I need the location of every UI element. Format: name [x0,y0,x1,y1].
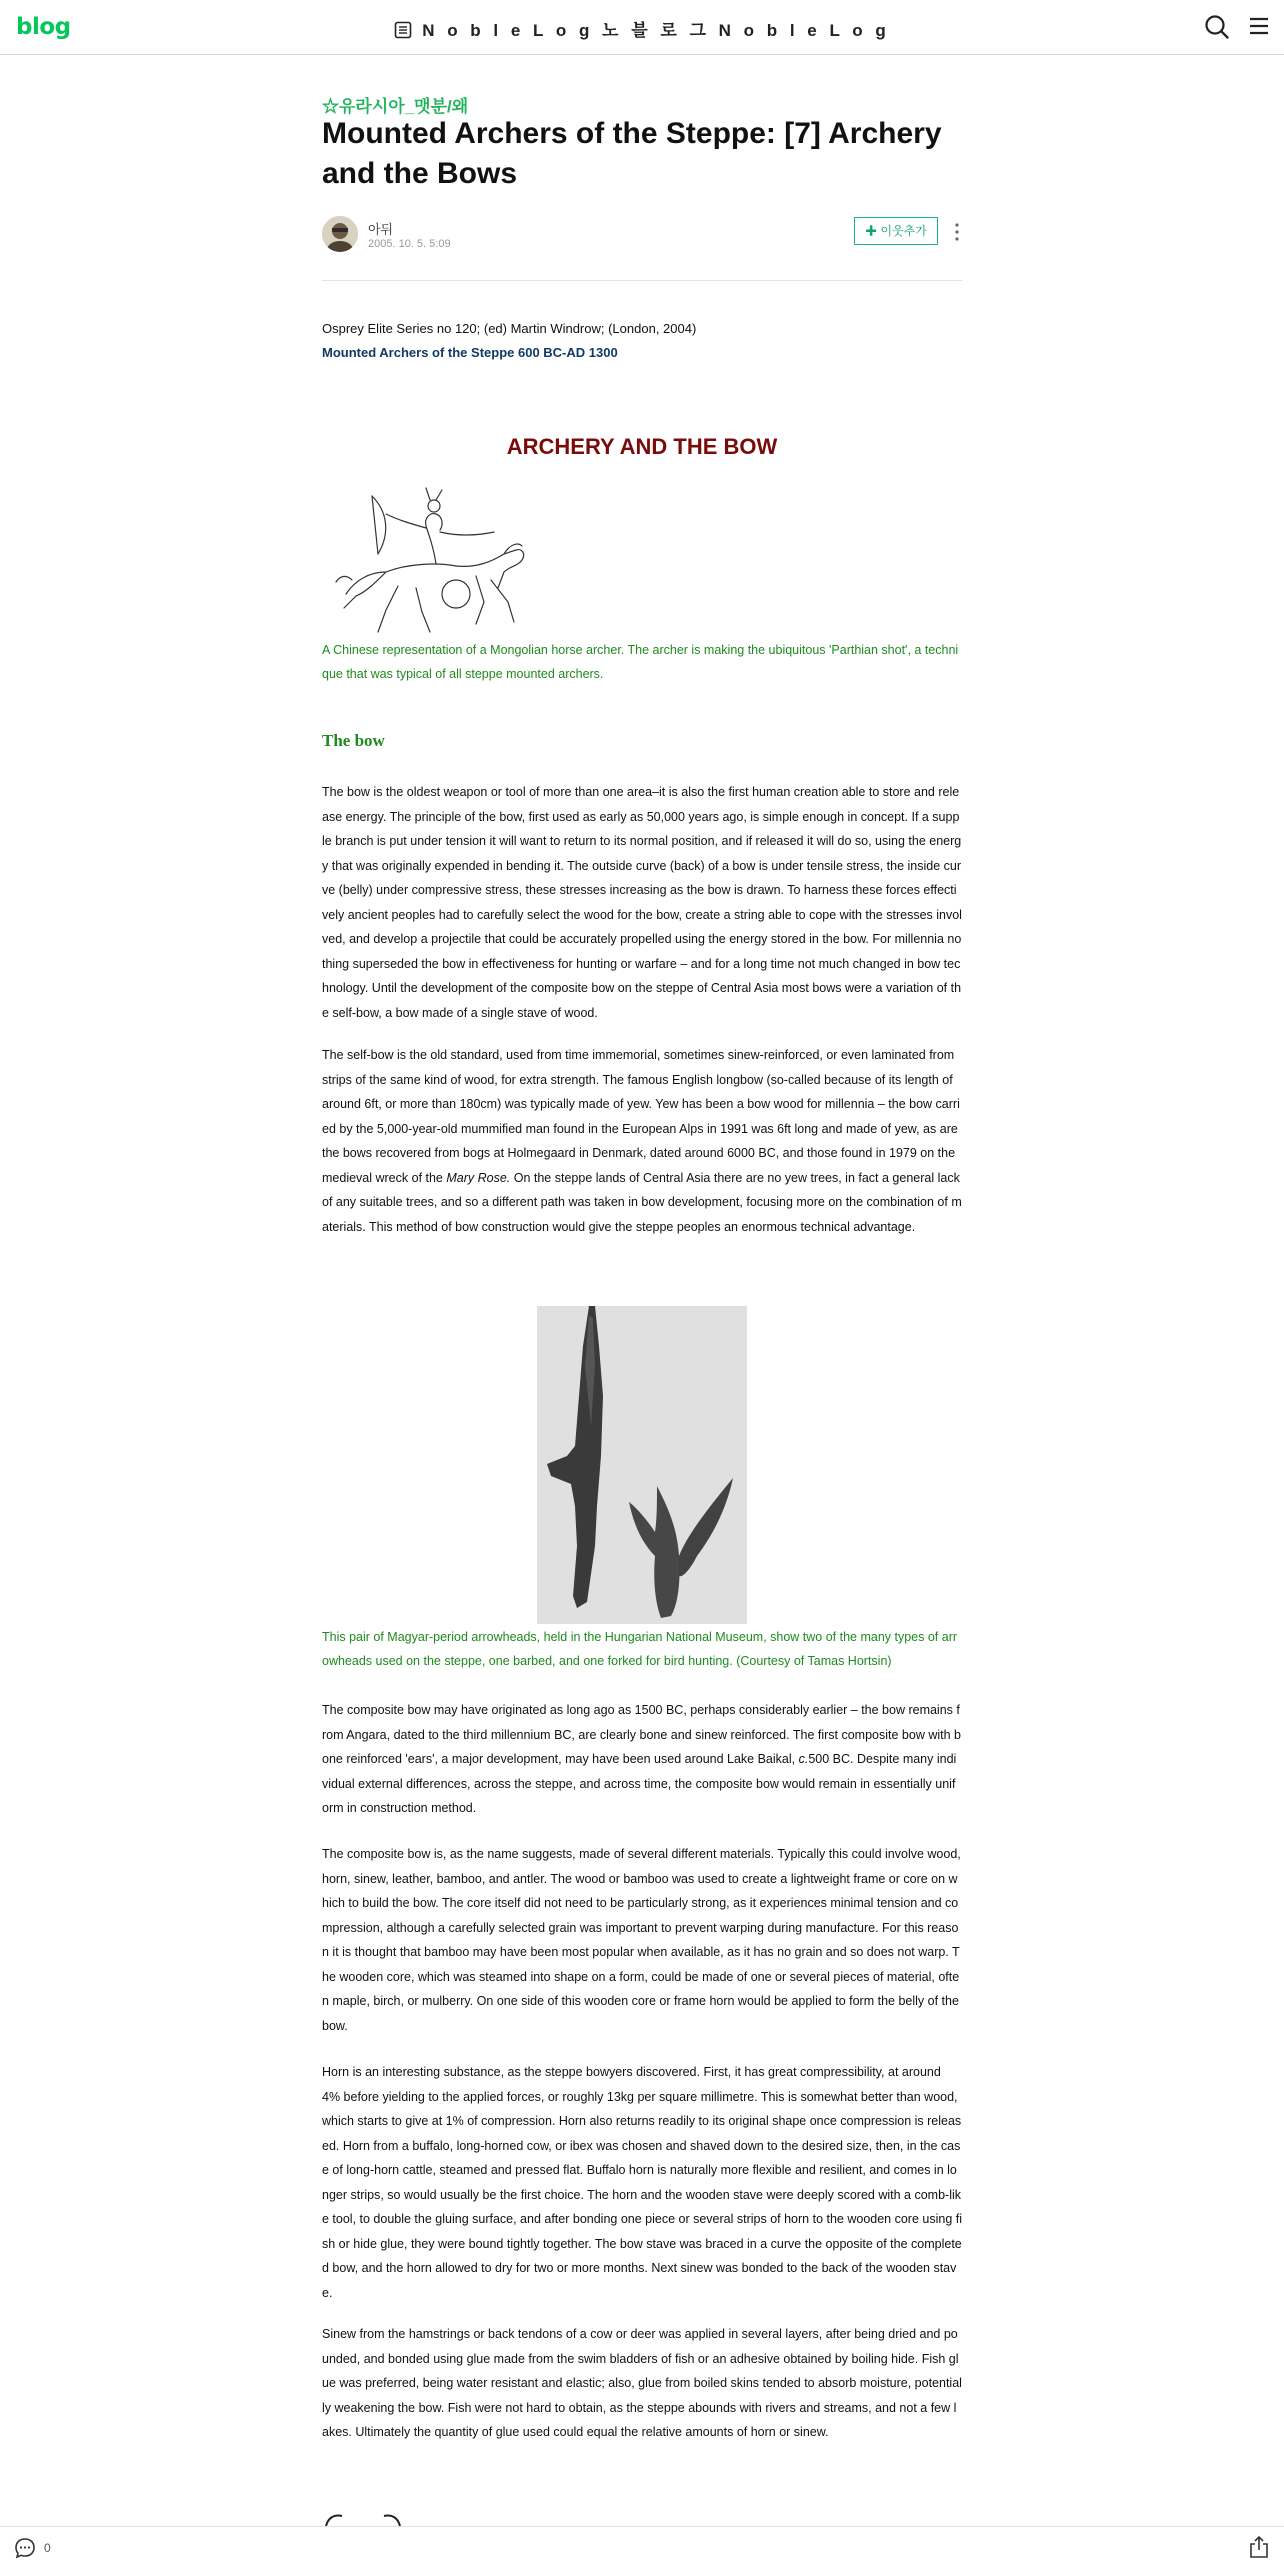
top-navigation-bar [0,0,1284,55]
more-options-icon[interactable] [954,222,960,242]
bottom-action-bar [0,2526,1284,2569]
figure-caption: A Chinese representation of a Mongolian horse archer. The archer is making the ubiquitous 'Parthian shot', a technique that was typical of all steppe mounted archers. [322,643,959,681]
author-avatar[interactable] [322,216,358,252]
post-title: Mounted Archers of the Steppe: [7] Archery and the Bows [322,117,942,190]
paragraph-text: The composite bow may have originated as long ago as 1500 BC, perhaps considerably earlier – the bow remains from Angara, dated to the third millennium BC, are clearly bone and sinew reinforced. The first composite bow with bone reinforced 'ears', a major development, may have been used around Lake Baikal, [322,1703,961,1766]
paragraph-text: On the steppe lands of Central Asia there are no yew trees, in fact a general lack of any suitable trees, and so a different path was taken in bow development, focusing more on the combination of materials. This method of bow construction would give the steppe peoples an enormous technical advantage. [322,1170,962,1234]
share-icon[interactable] [1248,2535,1270,2559]
circa-abbrev: c. [798,1752,809,1766]
header-divider [322,280,962,281]
arrowheads-photo[interactable] [537,1306,747,1624]
hamburger-menu-icon[interactable] [1248,15,1270,37]
comment-icon[interactable] [14,2537,36,2559]
blog-logo[interactable]: blog [16,14,71,40]
search-icon[interactable] [1204,14,1230,40]
section-heading: ARCHERY AND THE BOW [506,434,778,459]
ship-name: Mary Rose. [446,1170,511,1185]
avatar-image [322,216,358,252]
figure-caption: This pair of Magyar-period arrowheads, held in the Hungarian National Museum, show two of the many types of arrowheads used on the steppe, one barbed, and one forked for bird hunting. (Courtesy of Tamas Hortsin) [322,1630,958,1668]
body-paragraph: Horn is an interesting substance, as the steppe bowyers discovered. First, it has great compressibility, at around 4% before yielding to the applied forces, or roughly 13kg per square millimetre. This is somewhat better than wood, which starts to give at 1% of compression. Horn also returns readily to its original shape once compression is released. Horn from a buffalo, long-horned cow, or ibex was chosen and shaved down to the desired size, then, in the case of long-horn cattle, steamed and pressed flat. Buffalo horn is naturally more flexible and resilient, and comes in longer strips, so would usually be the first choice. The horn and the wooden stave were deeply scored with a comb-like tool, to double the gluing surface, and after bonding one piece or several strips of horn to the wooden core using fish or hide glue, they were bound tightly together. The bow stave was braced in a curve the opposite of the completed bow, and the horn allowed to dry for two or more months. Next sinew was bonded to the back of the wooden stave. [322,2065,962,2300]
subsection-heading: The bow [322,731,385,750]
author-name[interactable]: 아뒤 [368,222,394,237]
add-neighbor-button[interactable]: ✚ 이웃추가 [854,217,938,245]
paragraph-text: 500 BC. Despite many individual external differences, across the steppe, and across time, the composite bow would remain in essentially uniform in construction method. [322,1752,957,1815]
post-list-icon[interactable] [394,21,412,39]
body-paragraph: The bow is the oldest weapon or tool of more than one area–it is also the first human creation able to store and release energy. The principle of the bow, first used as early as 50,000 years ago, is simple enough in concept. If a supple branch is put under tension it will want to return to its normal position, and if released it will do so, using the energy that was originally expended in bending it. The outside curve (back) of a bow is under tensile stress, the inside curve (belly) under compressive stress, these stresses increasing as the bow is drawn. To harness these forces effectively ancient peoples had to carefully select the wood for the bow, create a string able to cope with the stresses involved, and develop a projectile that could be accurately propelled using the energy stored in the bow. For millennia nothing superseded the bow in effectiveness for hunting or warfare – and for a long time not much changed in bow technology. Until the development of the composite bow on the steppe of Central Asia most bows were a variation of the self-bow, a bow made of a single stave of wood. [322,785,962,1020]
blog-title-text: N o b l e L o g 노 블 로 그 N o b l e L o g [422,21,890,40]
source-book-title: Mounted Archers of the Steppe 600 BC-AD 1300 [322,345,618,360]
paragraph-text: The self-bow is the old standard, used from time immemorial, sometimes sinew-reinforced, or even laminated from strips of the same kind of wood, for extra strength. The famous English longbow (so-called because of its length of around 6ft, or more than 180cm) was typically made of yew. Yew has been a bow wood for millennia – the bow carried by the 5,000-year-old mummified man found in the European Alps in 1991 was 6ft long and made of yew, as are the bows recovered from bogs at Holmegaard in Denmark, dated around 6000 BC, and those found in 1979 on the medieval wreck of the [322,1048,960,1185]
body-paragraph: Sinew from the hamstrings or back tendons of a cow or deer was applied in several layers, after being dried and pounded, and bonded using glue made from the swim bladders of fish or an adhesive obtained by boiling hide. Fish glue was preferred, being water resistant and elastic; also, glue from boiled skins tended to absorb moisture, potentially weakening the bow. Fish were not hard to obtain, as the steppe abounds with rivers and streams, and not a few lakes. Ultimately the quantity of glue used could equal the relative amounts of horn or sinew. [322,2327,962,2439]
source-citation: Osprey Elite Series no 120; (ed) Martin Windrow; (London, 2004) [322,321,697,336]
body-paragraph [322,1043,962,1239]
body-paragraph [322,1698,962,1821]
post-category-link[interactable]: ☆유라시아_맷분/왜 [322,97,469,116]
blog-title[interactable] [0,16,1284,41]
post-date: 2005. 10. 5. 5:09 [368,238,451,250]
mongolian-horse-archer-illustration[interactable] [326,484,534,640]
body-paragraph: The composite bow is, as the name suggests, made of several different materials. Typically this could involve wood, horn, sinew, leather, bamboo, and antler. The wood or bamboo was used to create a lightweight frame or core on which to build the bow. The core itself did not need to be particularly strong, as it experiences minimal tension and compression, although a carefully selected grain was important to prevent warping during manufacture. For this reason it is thought that bamboo may have been most popular when available, as it has no grain and so does not warp. The wooden core, which was steamed into shape on a form, could be made of one or several pieces of material, often maple, birch, or mulberry. On one side of this wooden core or frame horn would be applied to form the belly of the bow. [322,1847,961,2033]
comment-count[interactable]: 0 [44,2541,51,2555]
